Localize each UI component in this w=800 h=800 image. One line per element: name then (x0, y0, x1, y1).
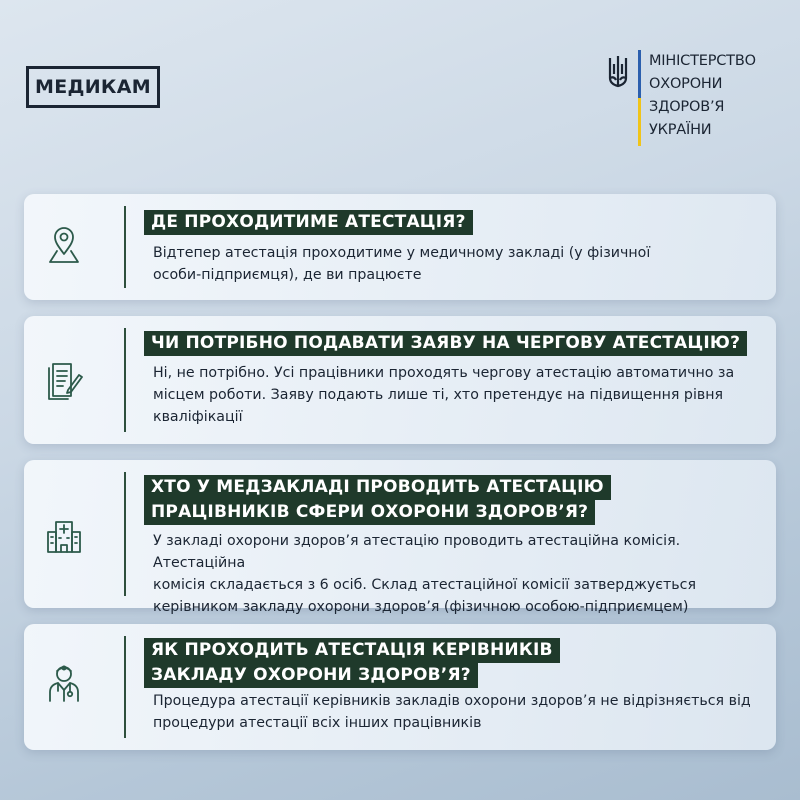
heading-line: ЯК ПРОХОДИТЬ АТЕСТАЦІЯ КЕРІВНИКІВ (144, 638, 560, 663)
faq-card-location (24, 194, 776, 300)
category-tag: МЕДИКАМ (26, 66, 160, 108)
heading-line: ПРАЦІВНИКІВ СФЕРИ ОХОРОНИ ЗДОРОВ’Я? (144, 500, 595, 525)
ministry-line-4: УКРАЇНИ (649, 122, 712, 138)
ministry-line-1: МІНІСТЕРСТВО (649, 53, 756, 69)
body-line: керівником закладу охорони здоров’я (фізичною особою-підприємцем) (153, 599, 689, 615)
body-line: процедури атестації всіх інших працівників (153, 715, 482, 731)
card-body (153, 690, 752, 734)
faq-card-commission (24, 460, 776, 615)
trident-icon (606, 54, 630, 90)
location-pin-map-icon (44, 224, 84, 264)
ministry-color-bar (638, 50, 641, 146)
card-divider (124, 472, 126, 596)
ministry-line-2: ОХОРОНИ (649, 76, 723, 92)
heading-line: ХТО У МЕДЗАКЛАДІ ПРОВОДИТЬ АТЕСТАЦІЮ (144, 475, 611, 500)
ministry-logo (606, 50, 756, 146)
body-line: місцем роботи. Заяву подають лише ті, хто претендує на підвищення рівня (153, 387, 724, 403)
body-line: комісія складається з 6 осіб. Склад атестаційної комісії затверджується (153, 577, 697, 593)
heading-line: ЗАКЛАДУ ОХОРОНИ ЗДОРОВ’Я? (144, 663, 478, 688)
card-heading (144, 638, 560, 688)
body-line: Відтепер атестація проходитиме у медичному закладі (у фізичної (153, 245, 651, 261)
card-divider (124, 636, 126, 738)
card-heading (144, 475, 611, 525)
faq-card-application (24, 316, 776, 444)
body-line: Процедура атестації керівників закладів охорони здоров’я не відрізняється від (153, 693, 751, 709)
ministry-name (649, 50, 756, 146)
hospital-building-icon (44, 514, 84, 554)
doctor-icon (44, 662, 84, 702)
faq-card-managers (24, 624, 776, 750)
body-line: У закладі охорони здоров’я атестацію проводить атестаційна комісія. Атестаційна (153, 533, 681, 571)
card-divider (124, 206, 126, 288)
card-heading: ЧИ ПОТРІБНО ПОДАВАТИ ЗАЯВУ НА ЧЕРГОВУ АТЕСТАЦІЮ? (144, 331, 747, 356)
card-heading: ДЕ ПРОХОДИТИМЕ АТЕСТАЦІЯ? (144, 210, 473, 235)
card-body (153, 242, 752, 286)
body-line: кваліфікації (153, 409, 243, 425)
body-line: Ні, не потрібно. Усі працівники проходять чергову атестацію автоматично за (153, 365, 735, 381)
card-body (153, 362, 752, 428)
document-pen-icon (44, 360, 84, 400)
body-line: особи-підприємця), де ви працюєте (153, 267, 422, 283)
ministry-line-3: ЗДОРОВ’Я (649, 99, 725, 115)
card-divider (124, 328, 126, 432)
card-body (153, 530, 752, 618)
